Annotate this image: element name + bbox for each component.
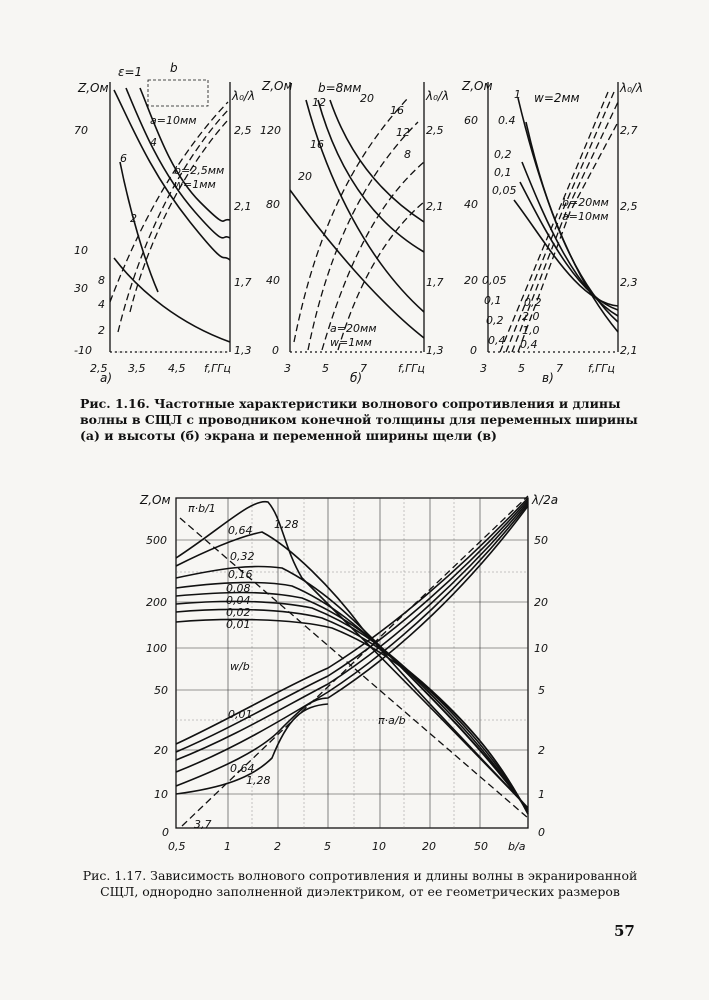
panel-a-yl-tick-0: 70 xyxy=(74,124,88,137)
panel-c-z-label-2: 0,2 xyxy=(494,148,512,161)
fig117-l-label-1: 0,64 xyxy=(230,762,255,775)
fig117-x-tick-6: 50 xyxy=(474,840,488,853)
panel-c-x-tick-1: 5 xyxy=(518,362,525,375)
fig117-yr-tick-2: 10 xyxy=(534,642,548,655)
fig117-pi-b: π·b/1 xyxy=(188,502,216,515)
fig117-yr-tick-4: 2 xyxy=(538,744,545,757)
panel-a-note-b: b=2,5мм xyxy=(174,164,225,177)
panel-c-right-axis: λ₀/λ xyxy=(620,81,644,95)
panel-a-note-w: w=1мм xyxy=(174,178,216,191)
panel-a-x-axis: f,ГГц xyxy=(204,362,231,375)
panel-c-z-label-3: 0,1 xyxy=(494,166,512,179)
panel-a-curve-label-2: 2 xyxy=(98,324,105,337)
fig117-yl-tick-2: 100 xyxy=(146,642,167,655)
panel-a-x-tick-2: 4,5 xyxy=(168,362,186,375)
panel-c-lambda-left-label-0: 0,05 xyxy=(482,274,507,287)
panel-b-yr-tick-3: 1,3 xyxy=(426,344,444,357)
panel-a-yl-tick-1: 10 xyxy=(74,244,88,257)
panel-a-left-axis: Z,Ом xyxy=(78,81,109,95)
fig117-yr-tick-5: 1 xyxy=(538,788,545,801)
panel-b-yr-tick-2: 1,7 xyxy=(426,276,444,289)
panel-a-curve-label-5: 4 xyxy=(150,136,157,149)
fig117-yr-tick-1: 20 xyxy=(534,596,548,609)
fig117-z-label-3: 0,16 xyxy=(228,568,253,581)
panel-b-x-tick-0: 3 xyxy=(284,362,291,375)
fig117-pi-a: π·a/b xyxy=(378,714,406,727)
fig117-yr-tick-0: 50 xyxy=(534,534,548,547)
panel-b-curve-label-1: 16 xyxy=(310,138,324,151)
panel-b-yr-tick-0: 2,5 xyxy=(426,124,444,137)
panel-b-lambda-curve xyxy=(294,98,408,342)
fig117-z-label-5: 0,04 xyxy=(226,594,251,607)
fig117-left-axis: Z,Ом xyxy=(140,493,171,507)
fig117-x-tick-3: 5 xyxy=(324,840,331,853)
panel-b-x-tick-2: 7 xyxy=(360,362,367,375)
panel-b-sublabel: б) xyxy=(350,371,363,385)
fig116-caption: Рис. 1.16. Частотные характеристики волнового сопротивления и длины волны в СЩЛ с проводником конечной толщины для переменных ширины (а) и высоты (б) экрана и переменной ширины щели (в) xyxy=(80,396,638,443)
panel-a-curve-label-1: 8 xyxy=(98,274,105,287)
panel-c-yr-tick-0: 2,7 xyxy=(620,124,638,137)
fig117-z-label-0: 1,28 xyxy=(274,518,299,531)
fig116-panel-b xyxy=(258,62,450,385)
panel-a-curve-label-0: 4 xyxy=(98,298,105,311)
panel-a-sublabel: а) xyxy=(100,371,113,385)
fig117-yl-tick-5: 10 xyxy=(154,788,168,801)
fig117-z-label-7: 0,01 xyxy=(226,618,251,631)
panel-c-lambda-right-label-2: 1,0 xyxy=(522,324,540,337)
panel-a-yr-tick-0: 2,5 xyxy=(234,124,252,137)
fig117-z-label-1: 0,64 xyxy=(228,524,253,537)
fig117-z-label-6: 0,02 xyxy=(226,606,251,619)
panel-b-x-axis: f,ГГц xyxy=(398,362,425,375)
page-number: 57 xyxy=(614,922,635,940)
fig117-l-label-3: 3,7 xyxy=(194,818,212,831)
fig117-z-label-2: 0,32 xyxy=(230,550,255,563)
panel-b-yl-tick-0: 120 xyxy=(260,124,281,137)
panel-c-lambda-right-label-3: 0,4 xyxy=(520,338,538,351)
fig117-x-tick-0: 0,5 xyxy=(168,840,186,853)
panel-c-x-tick-2: 7 xyxy=(556,362,563,375)
panel-b-b-label: b=8мм xyxy=(318,81,362,95)
panel-c-lambda-left-label-3: 0,4 xyxy=(488,334,506,347)
fig117-lambda-curve xyxy=(176,502,528,760)
fig117-x-tick-5: 20 xyxy=(422,840,436,853)
panel-a-curve-label-3: 6 xyxy=(120,152,127,165)
panel-c-yl-tick-3: 0 xyxy=(470,344,477,357)
panel-c-z-curve xyxy=(522,162,618,316)
fig117-x-axis: b/a xyxy=(508,840,526,853)
panel-b-note-a: a=20мм xyxy=(330,322,377,335)
panel-b-x-tick-1: 5 xyxy=(322,362,329,375)
panel-c-z-label-0: 1 xyxy=(514,88,521,101)
panel-a-z-curve xyxy=(114,258,230,342)
panel-c-yr-tick-1: 2,5 xyxy=(620,200,638,213)
panel-a-inset-b: b xyxy=(170,61,178,75)
fig117-x-tick-4: 10 xyxy=(372,840,386,853)
panel-a-note-a: a=10мм xyxy=(150,114,197,127)
panel-c-lambda-left-label-2: 0,2 xyxy=(486,314,504,327)
panel-c-z-label-1: 0.4 xyxy=(498,114,516,127)
panel-a-x-tick-0: 2,5 xyxy=(90,362,108,375)
fig117-lambda-curve xyxy=(176,504,528,772)
panel-c-note-a: a=10мм xyxy=(562,210,609,223)
fig117-z-curve xyxy=(176,601,528,812)
panel-b-z-curve xyxy=(290,190,424,338)
panel-c-note-b: b=20мм xyxy=(562,196,609,209)
fig116-panel-c xyxy=(458,62,648,385)
fig117-yl-tick-1: 200 xyxy=(146,596,167,609)
panel-a-yr-tick-2: 1,7 xyxy=(234,276,252,289)
panel-b-curve-label-3: 20 xyxy=(360,92,374,105)
fig117-yr-tick-6: 0 xyxy=(538,826,545,839)
fig117-z-label-4: 0,08 xyxy=(226,582,251,595)
panel-b-yr-tick-1: 2,1 xyxy=(426,200,444,213)
panel-a-x-tick-1: 3,5 xyxy=(128,362,146,375)
fig117-yl-tick-3: 50 xyxy=(154,684,168,697)
panel-c-w-label: w=2мм xyxy=(534,91,580,105)
panel-a-yr-tick-1: 2,1 xyxy=(234,200,252,213)
panel-c-yl-tick-2: 20 xyxy=(464,274,478,287)
panel-a-yl-tick-3: -10 xyxy=(74,344,92,357)
fig117-yr-tick-3: 5 xyxy=(538,684,545,697)
panel-c-sublabel: в) xyxy=(542,371,554,385)
panel-c-lambda-right-label-0: 0,2 xyxy=(524,296,542,309)
panel-c-yl-tick-0: 60 xyxy=(464,114,478,127)
panel-b-curve-label-6: 8 xyxy=(404,148,411,161)
panel-a-curve-label-4: 2 xyxy=(130,212,137,225)
panel-c-yl-tick-1: 40 xyxy=(464,198,478,211)
fig117-wb: w/b xyxy=(230,660,250,673)
panel-c-x-axis: f,ГГц xyxy=(588,362,615,375)
fig117-caption: Рис. 1.17. Зависимость волнового сопротивления и длины волны в экранированной СЩЛ, однородно заполненной диэлектриком, от ее геометрических размеров xyxy=(82,868,638,899)
panel-b-curve-label-4: 16 xyxy=(390,104,404,117)
panel-b-yl-tick-3: 0 xyxy=(272,344,279,357)
fig117-chart xyxy=(132,488,572,858)
fig117-right-axis: λ/2a xyxy=(532,493,559,507)
panel-c-lambda-right-label-1: 2,0 xyxy=(522,310,540,323)
panel-a-eps: ε=1 xyxy=(118,65,143,79)
panel-b-right-axis: λ₀/λ xyxy=(426,89,450,103)
fig117-l-label-2: 1,28 xyxy=(246,774,271,787)
panel-b-curve-label-2: 20 xyxy=(298,170,312,183)
panel-a-yl-tick-2: 30 xyxy=(74,282,88,295)
panel-a-inset xyxy=(148,80,208,106)
panel-a-yr-tick-3: 1,3 xyxy=(234,344,252,357)
panel-a-right-axis: λ₀/λ xyxy=(232,89,256,103)
panel-c-lambda-left-label-1: 0,1 xyxy=(484,294,502,307)
panel-c-yr-tick-2: 2,3 xyxy=(620,276,638,289)
panel-b-curve-label-5: 12 xyxy=(396,126,410,139)
panel-a-lambda-curve xyxy=(130,120,228,312)
panel-b-yl-tick-1: 80 xyxy=(266,198,280,211)
fig117-l-label-0: 0,01 xyxy=(228,708,253,721)
panel-b-note-w: w=1мм xyxy=(330,336,372,349)
fig117-yl-tick-0: 500 xyxy=(146,534,167,547)
panel-a-lambda-curve xyxy=(110,102,228,302)
fig117-z-curve xyxy=(176,502,528,808)
panel-c-z-label-4: 0,05 xyxy=(492,184,517,197)
panel-b-yl-tick-2: 40 xyxy=(266,274,280,287)
panel-b-z-curve xyxy=(318,100,424,252)
fig117-yl-tick-4: 20 xyxy=(154,744,168,757)
fig117-yl-tick-6: 0 xyxy=(162,826,169,839)
fig117-x-tick-2: 2 xyxy=(274,840,281,853)
panel-c-left-axis: Z,Ом xyxy=(462,79,493,93)
panel-b-left-axis: Z,Ом xyxy=(262,79,293,93)
panel-b-curve-label-0: 12 xyxy=(312,96,326,109)
fig117-x-tick-1: 1 xyxy=(224,840,231,853)
panel-c-x-tick-0: 3 xyxy=(480,362,487,375)
panel-c-yr-tick-3: 2,1 xyxy=(620,344,638,357)
